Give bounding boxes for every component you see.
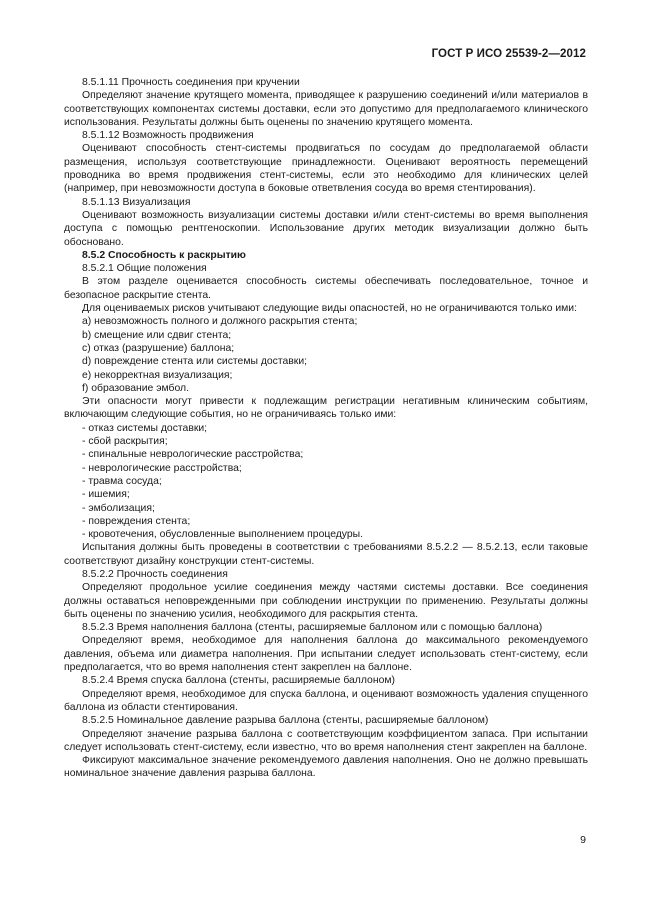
paragraph: 8.5.1.11 Прочность соединения при кручении <box>82 77 300 88</box>
paragraph: e) некорректная визуализация; <box>82 369 233 381</box>
paragraph: - спинальные неврологические расстройства; <box>82 449 304 461</box>
paragraph: 8.5.2.2 Прочность соединения <box>82 568 228 580</box>
document-body <box>64 76 588 781</box>
paragraph: 8.5.1.12 Возможность продвижения <box>82 130 254 142</box>
paragraph: Определяют время, необходимое для наполнения баллона до максимального рекомендуемого давления, объема или диаметра наполнения. При испытании следует использовать стент-систему, если предполагается, что во время наполнения стент закреплен на баллоне. <box>64 635 588 674</box>
paragraph: Определяют время, необходимое для спуска баллона, и оценивают возможность удаления спущенного баллона из области стентирования. <box>64 688 588 713</box>
paragraph: 8.5.2.5 Номинальное давление разрыва баллона (стенты, расширяемые баллоном) <box>82 715 489 727</box>
paragraph: - повреждения стента; <box>82 515 191 527</box>
paragraph: - кровотечения, обусловленные выполнением процедуры. <box>82 529 364 541</box>
paragraph: d) повреждение стента или системы доставки; <box>82 356 308 368</box>
page-number: 9 <box>580 834 586 846</box>
paragraph: Определяют значение разрыва баллона с соответствующим коэффициентом запаса. При испытании следует использовать стент-систему, если известно, что во время наполнения стент закреплен на баллоне. <box>64 728 588 753</box>
paragraph: 8.5.1.13 Визуализация <box>82 196 191 208</box>
paragraph: c) отказ (разрушение) баллона; <box>82 342 235 354</box>
paragraph: Оценивают способность стент-системы продвигаться по сосудам до предполагаемой области размещения, используя соответствующие принадлежности. Оценивают вероятность перемещений проводника во время продвижения стент-системы, если это необходимо для клинических целей (например, при невозможности доступа в боковые ответвления сосуда во время стентирования). <box>64 143 588 195</box>
paragraph: - сбой раскрытия; <box>82 436 168 448</box>
paragraph: Оценивают возможность визуализации системы доставки и/или стент-системы во время выполнения доступа с помощью рентгеноскопии. Использование других методик визуализации должно быть обосновано. <box>64 209 588 248</box>
paragraph: Для оцениваемых рисков учитывают следующие виды опасностей, но не ограничиваются только ими: <box>82 303 577 315</box>
paragraph: Определяют продольное усилие соединения между частями системы доставки. Все соединения должны оставаться неповрежденными при соблюдении инструкции по применению. Результаты должны быть оценены по значению усилия, необходимого для раскрытия стента. <box>64 582 588 620</box>
paragraph: Эти опасности могут привести к подлежащим регистрации негативным клиническим событиям, включающим следующие события, но не ограничиваясь только ими: <box>64 396 588 421</box>
paragraph: В этом разделе оценивается способность системы обеспечивать последовательное, точное и безопасное раскрытие стента. <box>64 276 588 301</box>
paragraph: - отказ системы доставки; <box>82 422 208 434</box>
section-heading: 8.5.2 Способность к раскрытию <box>82 249 246 261</box>
document-code: ГОСТ Р ИСО 25539-2—2012 <box>431 48 586 60</box>
paragraph: a) невозможность полного и должного раскрытия стента; <box>82 316 358 328</box>
paragraph: - эмболизация; <box>82 502 155 514</box>
paragraph: - ишемия; <box>82 489 130 501</box>
paragraph: 8.5.2.4 Время спуска баллона (стенты, расширяемые баллоном) <box>82 675 395 687</box>
paragraph: - неврологические расстройства; <box>82 462 242 474</box>
paragraph: Определяют значение крутящего момента, приводящее к разрушению соединений и/или материалов в соответствующих компонентах системы доставки, если это допустимо для предполагаемого клинического использования. Результаты должны быть оценены по значению крутящего момента. <box>64 90 588 128</box>
paragraph: Фиксируют максимальное значение рекомендуемого давления наполнения. Оно не должно превышать номинальное значение давления разрыва баллона. <box>64 755 588 780</box>
paragraph: 8.5.2.3 Время наполнения баллона (стенты, расширяемые баллоном или с помощью баллона) <box>82 622 543 634</box>
paragraph: f) образование эмбол. <box>82 382 190 394</box>
paragraph: - травма сосуда; <box>82 475 162 487</box>
paragraph: b) смещение или сдвиг стента; <box>82 329 232 341</box>
paragraph: 8.5.2.1 Общие положения <box>82 263 207 275</box>
paragraph: Испытания должны быть проведены в соответствии с требованиями 8.5.2.2 — 8.5.2.13, если таковые соответствуют дизайну конструкции стент-системы. <box>64 542 588 567</box>
